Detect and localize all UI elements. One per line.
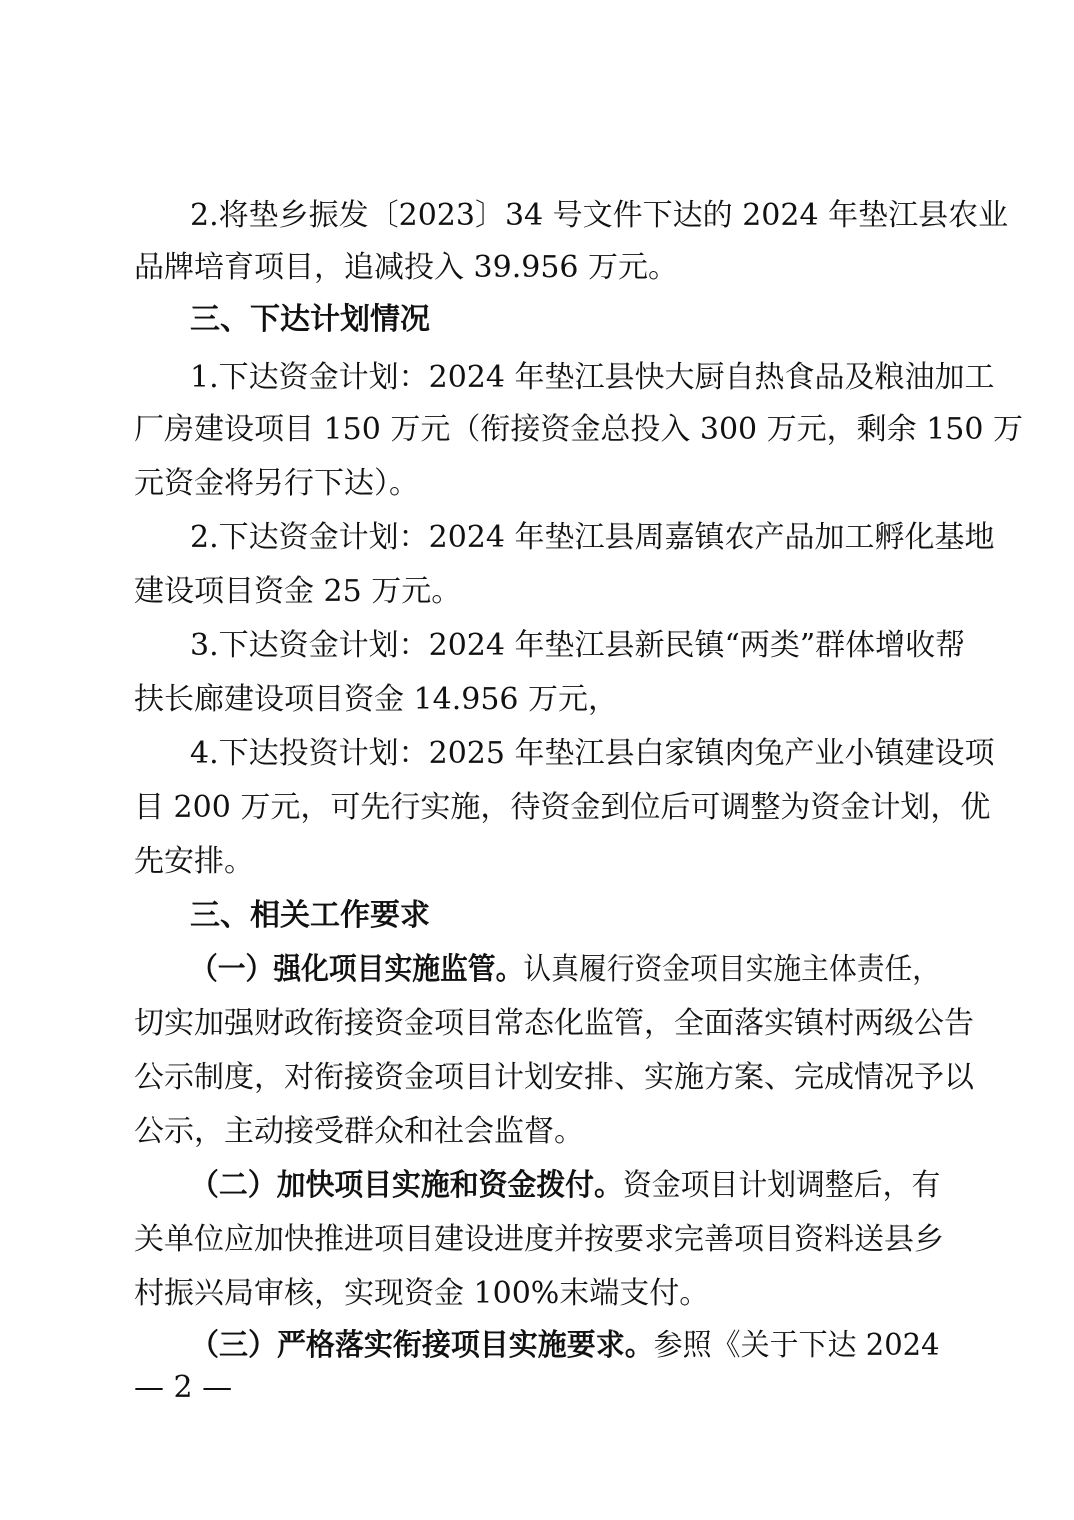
paragraph-line	[0, 680, 1074, 720]
section-heading	[0, 896, 1074, 936]
paragraph-line	[0, 626, 1074, 666]
section-heading	[0, 300, 1074, 340]
paragraph-text: 公示制度，对衔接资金项目计划安排、实施方案、完成情况予以	[134, 1060, 974, 1095]
section-heading-text: 三、下达计划情况	[190, 302, 430, 337]
paragraph-line	[0, 842, 1074, 882]
paragraph-line	[0, 248, 1074, 288]
paragraph-text: 2.将垫乡振发〔2023〕34 号文件下达的 2024 年垫江县农业	[190, 198, 1009, 233]
paragraph-text: 认真履行资金项目实施主体责任，	[523, 952, 941, 987]
paragraph-text: 3.下达资金计划：2024 年垫江县新民镇“两类”群体增收帮	[190, 628, 966, 663]
paragraph-line	[0, 410, 1074, 450]
paragraph-text: 切实加强财政衔接资金项目常态化监管，全面落实镇村两级公告	[134, 1006, 974, 1041]
paragraph-text: 村振兴局审核，实现资金 100%末端支付。	[134, 1276, 710, 1311]
paragraph-line	[0, 464, 1074, 504]
paragraph-line	[0, 1326, 1074, 1366]
paragraph-lead: （二）加快项目实施和资金拨付。	[190, 1168, 623, 1203]
paragraph-line	[0, 518, 1074, 558]
paragraph-line	[0, 734, 1074, 774]
paragraph-text: 品牌培育项目，追减投入 39.956 万元。	[134, 250, 679, 285]
paragraph-text: 1.下达资金计划：2024 年垫江县快大厨自热食品及粮油加工	[190, 360, 995, 395]
paragraph-first-line	[190, 1166, 940, 1206]
paragraph-line	[0, 1112, 1074, 1152]
paragraph-text: 扶长廊建设项目资金 14.956 万元，	[134, 682, 619, 717]
paragraph-first-line	[190, 950, 940, 990]
paragraph-line	[0, 572, 1074, 612]
paragraph-text: 公示，主动接受群众和社会监督。	[134, 1114, 584, 1149]
paragraph-line	[0, 1166, 1074, 1206]
paragraph-text: 建设项目资金 25 万元。	[134, 574, 462, 609]
paragraph-text: 目 200 万元，可先行实施，待资金到位后可调整为资金计划，优	[134, 790, 991, 825]
paragraph-line	[0, 1004, 1074, 1044]
paragraph-text: 关单位应加快推进项目建设进度并按要求完善项目资料送县乡	[134, 1222, 944, 1257]
paragraph-text: 2.下达资金计划：2024 年垫江县周嘉镇农产品加工孵化基地	[190, 520, 995, 555]
paragraph-text: 先安排。	[134, 844, 254, 879]
paragraph-line	[0, 950, 1074, 990]
paragraph-lead: （三）严格落实衔接项目实施要求。	[190, 1328, 654, 1363]
paragraph-text: 元资金将另行下达）。	[134, 466, 419, 501]
paragraph-line	[0, 788, 1074, 828]
paragraph-text: 4.下达投资计划：2025 年垫江县白家镇肉兔产业小镇建设项	[190, 736, 995, 771]
paragraph-line	[0, 358, 1074, 398]
page-number: — 2 —	[134, 1370, 233, 1405]
paragraph-text: 参照《关于下达 2024	[653, 1328, 940, 1363]
paragraph-line	[0, 1274, 1074, 1314]
paragraph-line	[0, 196, 1074, 236]
paragraph-first-line	[190, 1326, 940, 1366]
paragraph-text: 资金项目计划调整后，有	[622, 1168, 941, 1203]
paragraph-lead: （一）强化项目实施监管。	[190, 952, 524, 987]
paragraph-line	[0, 1220, 1074, 1260]
paragraph-text: 厂房建设项目 150 万元（衔接资金总投入 300 万元，剩余 150 万	[134, 412, 1023, 447]
section-heading-text: 三、相关工作要求	[190, 898, 430, 933]
paragraph-line	[0, 1058, 1074, 1098]
